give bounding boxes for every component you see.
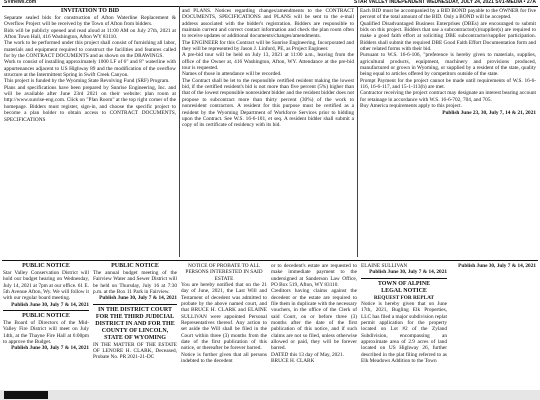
bid-paragraph: The work to be performed under this project shall consist of furnishing all labor, materials and equipment required to construct the facilities and features called for by the CONTRACT DOCUMENTS and as shown on the DRAWINGS. [4,40,176,60]
notice-publish-dates: Publish June 30, July 7 & 14, 2021 [369,269,447,276]
replat-town: TOWN OF ALPINE [377,280,431,287]
notice-separator [3,308,89,311]
section-rule [2,260,538,261]
site-name: SVInews.com [4,0,37,5]
notice-heading: PUBLIC NOTICE [111,263,159,269]
court-heading: IN THE DISTRICT COURT FOR THE THIRD JUDICIAL DISTRICT IN AND FOR THE COUNTY OF LINCOLN, STATE OF WYOMING [95,306,175,341]
bid-paragraph: The ENGINEER for this Contract will be Sunrise Engineering, Incorporated and they will be represented by Jason J. Linford, PE, as Project Engineer. [182,39,354,53]
notice-separator [361,276,447,279]
replat-body: Notice is hereby given that on June 17th, 2021, Bugling Elk Properties, LLC has filed a major subdivision replat permit application for the property located on Lot #2 of the Zyland Subdivision, encompassing an approximate area of 2.9 acres of land located on US Highway 26, further described in the plat filing referred to as Elk Meadows Addition to the Town [361,301,447,365]
probate-body: Creditors having claims against the decedent or the estate are required to file them in duplicate with the necessary vouchers, in the office of the Clerk of said Court, on or before three (3) months after the date of the first publication of this notice, and if such claims are not so filed, unless otherwise allowed or paid, they will be forever barred. [271,288,357,352]
notice-heading: PUBLIC NOTICE [22,313,70,320]
bid-column-1 [4,8,176,258]
notice-column-1 [3,263,89,389]
bid-column-2 [182,8,354,258]
footer-block [4,391,48,399]
page-header [0,0,540,5]
bid-paragraph: Plans and specifications have been prepared by Sunrise Engineering, Inc. and will be available after June 23rd 2021 on their website: plan room at http://www.sunrise-eng.com. Click on "Plan Room" at the top right corner of the homepage. Bidders must register, sign-in, and choose the specific project to become a plan holder to obtain access to CONTRACT DOCUMENTS, SPECIFICATIONS [4,84,176,123]
bid-paragraph: Separate sealed bids for construction of Afton Waterline Replacement & Overflow Project will be received by the Town of Afton from bidders. [4,15,176,28]
probate-signer: ELAINE SULLIVAN [361,263,408,269]
notice-column-4 [271,263,357,389]
notice-column-6 [451,263,536,389]
notice-publish-dates: Publish June 30, July 7 & 14, 2021 [11,345,89,352]
probate-body: You are hereby notified that on the 21 day of June, 2021, the Last Will and Testament of decedent was admitted to probate by the above named court, and that BRUCE H. CLARK and ELAINE SULLIVAN were appointed Personal Representatives thereof. Any action to set aside the Will shall be filed in the Court within three (3) months from the date of the first publication of this notice, or thereafter be forever barred. [181,282,267,352]
court-caption: IN THE MATTER OF THE ESTATE OF LENORE H. CLARK, Deceased, Probate No. PR 2021-21-DC [93,341,177,361]
column-divider [357,6,358,257]
notice-publish-dates: Publish June 30, July 7 & 14, 2021 [458,263,536,269]
bid-paragraph: and PLANS. Notices regarding changes/amendments to the CONTRACT DOCUMENTS, SPECIFICATIONS and PLANS will be sent to the e-mail address associated with the bidder's registration. Bidders are responsible to maintain current and correct contact information and check the plan room often to receive updates or additional documents/changes/amendments. [182,8,354,40]
probate-signer: BRUCE H. CLARK [271,358,315,365]
bid-paragraph: The Contract shall be let to the responsible certified resident making the lowest bid, if the certified resident's bid is not more than five percent (5%) higher than that of the lowest responsible nonresident bidder and the resident bidder does not propose to subcontract more than thirty percent (30%) of the work to nonresident contractors. A resident for this purpose must be certified as a resident by the Wyoming Department of Workforce Services prior to bidding upon the Contract. See W.S. 16-6-101, et seq. A resident bidder shall submit a copy of its certificate of residency with its bid. [182,77,354,129]
bid-paragraph: Prompt Payment for the project cannot be made until requirements of W.S. 16-6-116, 16-6-117, and 15-1-113(h) are met. [360,77,536,91]
notice-column-3 [181,263,267,389]
header-rule [2,6,538,7]
bid-paragraph: Contractor receiving the project contract may designate an interest bearing account for retainage in accordance with W.S. 16-6-702, 704, and 705. [360,90,536,103]
column-divider [179,6,180,257]
bid-paragraph: Each BID must be accompanied by a BID BOND payable to the OWNER for five percent of the total amount of the BID. Only a BOND will be accepted. [360,8,536,21]
notice-body: The annual budget meeting of the Fairview Water and Sewer District will be held on Thursday, July 16 at 7:30 p.m. at the Box 11 Park in Fairview. [93,270,177,296]
bid-publish-dates: Publish June 23, 30, July 7, 14 & 21, 2021 [442,109,536,116]
bid-paragraph: Bids will be publicly opened and read aloud at 11:00 AM on July 27th, 2021 at Afton Town Hall, 416 Washington, Afton WY 83110. [4,27,176,41]
bid-column-3 [360,8,536,258]
notice-separator [93,302,177,305]
probate-body: Notice is further given that all persons indebted to the decedent [181,351,267,365]
notice-heading: PUBLIC NOTICE [22,263,70,269]
bid-paragraph: Buy America requirements apply to this project. [360,103,462,110]
notice-publish-dates: Publish June 30, July 7 & 14, 2021 [99,295,177,302]
bid-paragraph: Names of those in attendance will be recorded. [182,71,282,78]
notice-column-2 [93,263,177,389]
probate-heading: NOTICE OF PROBATE TO ALL PERSONS INTERESTED IN SAID ESTATE [185,263,263,282]
notice-publish-dates: Publish June 30, July 7 & 14, 2021 [11,301,89,308]
bid-paragraph: A pre-bid tour will be held on July 13, 2021 at 11:00 a.m., leaving from the office of the Owner at, 416 Washington, Afton, WY. Attendance at the pre-bid tour is requested. [182,52,354,72]
bid-paragraph: Work to consist of installing approximately 1000 LF of 6" and 8" waterline with appurtenances adjacent to US Highway 89 and the modification of the overflow structure at the Intermittent Spring in Swift Creek Canyon. [4,59,176,79]
bid-paragraph: Pursuant to W.S. 16-6-106, "preference is hereby given to materials, supplies, agricultural products, equipment, machinery and provisions produced, manufactured or grown in Wyoming, or supplied by a resident of the state, quality being equal to articles offered by competitors outside of the state. [360,52,536,78]
bid-paragraph: Qualified Disadvantaged Business Enterprises (DBEs) are encouraged to submit bids on this project. Bidders that use a subcontractor(s)/supplier(s) are required to make a good faith effort at soliciting DBE subcontractor/supplier participation. Bidders shall submit the required DBE Good Faith Effort Documentation form and other related forms with their bid. [360,20,536,53]
probate-body: or to decedent's estate are requested to make immediate payment to the undersigned at Sanderson Law Office, PO Box 519, Afton, WY 83110. [271,263,357,289]
replat-legal: LEGAL NOTICE [381,287,427,294]
edition-line: STAR VALLEY INDEPENDENT WEDNESDAY, JULY 24, 2021 SV1-MEDIA • 27A [354,0,536,5]
bid-paragraph: This project is funded by the Wyoming State Revolving Fund (SRF) Program. [4,78,170,85]
probate-dated: DATED this 13 day of May, 2021. [271,351,344,358]
notice-column-5 [361,263,447,389]
replat-title: REQUEST FOR REPLAT [373,294,435,301]
bid-title: INVITATION TO BID [60,8,120,14]
notice-body: Star Valley Conservation District will hold our budget hearing on Wednesday, July 14, 2021 at 7pm at our office. 61 E. 5th Avenue Afton, Wy. We will follow it with our regular board meeting. [3,270,89,302]
notice-body: The Board of Directors of the Mid-Valley Fire District will meet on July 14th, at the Thayne Fire Hall at 6:00pm to approve the Budget. [3,320,89,346]
footer-strip [0,390,540,400]
